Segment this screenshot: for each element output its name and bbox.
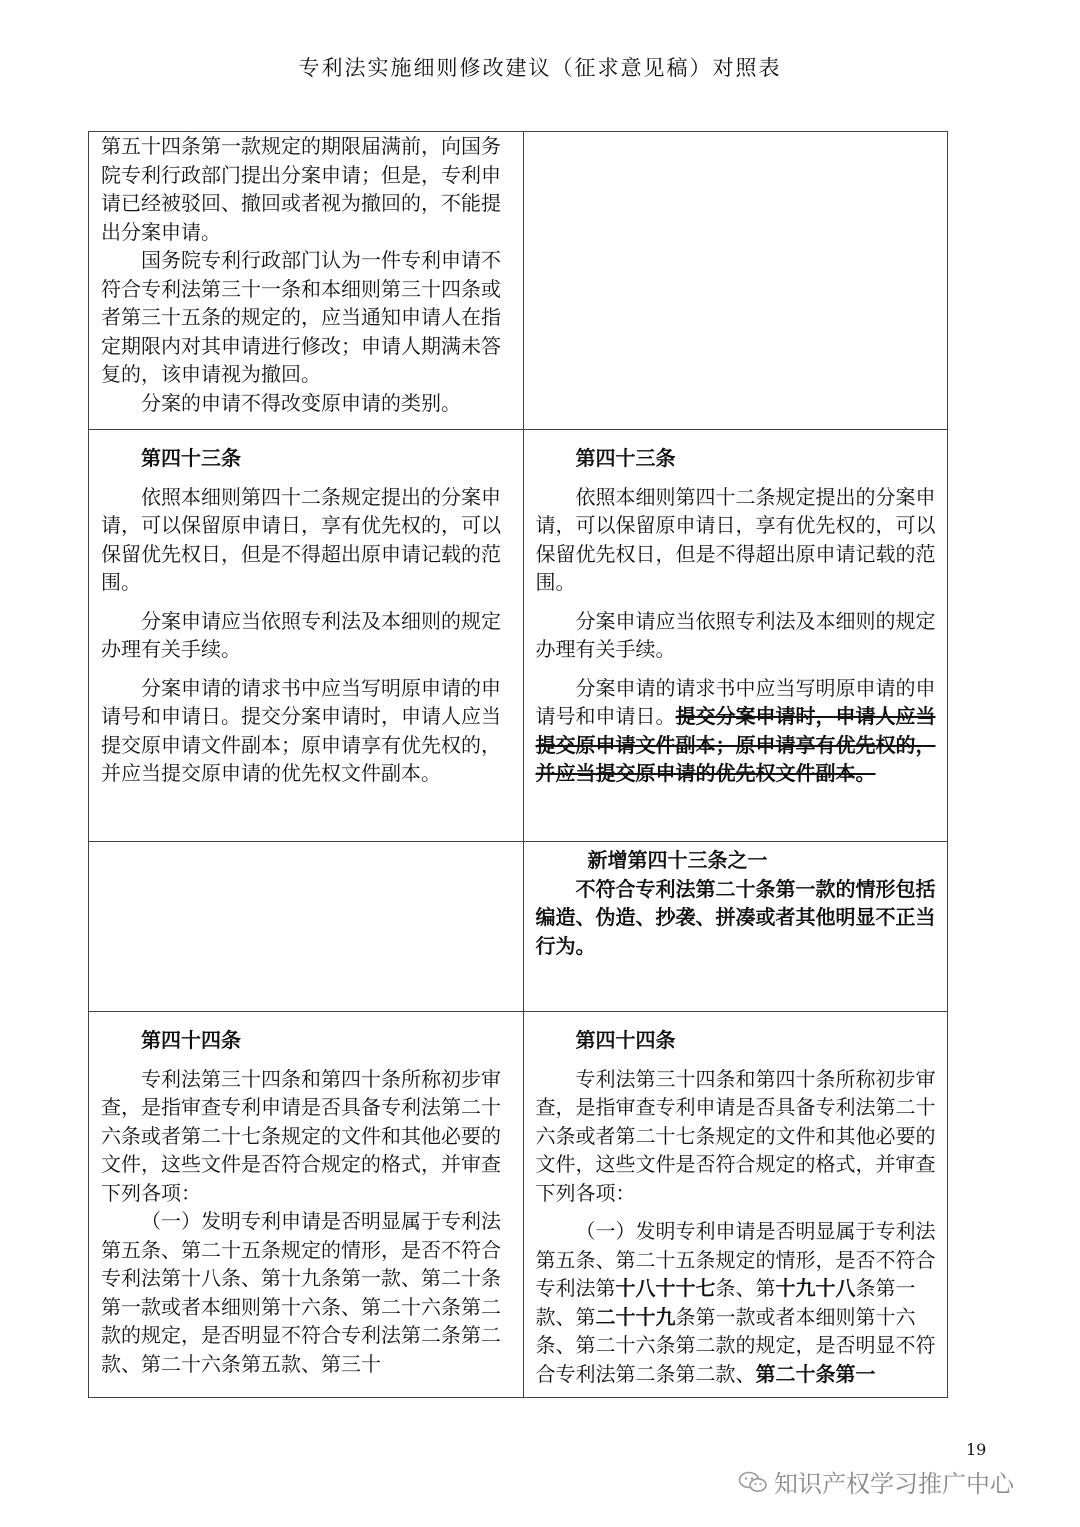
paragraph: 分案申请应当依照专利法及本细则的规定办理有关手续。 xyxy=(535,608,936,661)
right-cell xyxy=(523,842,947,1012)
right-cell xyxy=(523,430,947,842)
plain-text: 条第一款或者本细则第十六条、第二十六条第二款的规定，是否明显不符合专利法第二条第二款、 xyxy=(535,1304,936,1386)
paragraph: 第五十四条第一款规定的期限届满前，向国务院专利行政部门提出分案申请；但是，专利申请已经被驳回、撤回或者视为撤回的，不能提出分案申请。 xyxy=(101,134,501,244)
page-number: 19 xyxy=(966,1440,987,1459)
paragraph: 分案申请应当依照专利法及本细则的规定办理有关手续。 xyxy=(101,608,501,661)
paragraph: 依照本细则第四十二条规定提出的分案申请，可以保留原申请日，享有优先权的，可以保留优先权日，但是不得超出原申请记载的范围。 xyxy=(101,484,501,594)
paragraph: 专利法第三十四条和第四十条所称初步审查，是指审查专利申请是否具备专利法第二十六条或者第二十七条规定的文件和其他必要的文件，这些文件是否符合规定的格式，并审查下列各项： xyxy=(535,1066,936,1205)
plain-text: 条第一款、第 xyxy=(535,1276,916,1329)
amended-text: 十九十八 xyxy=(775,1276,856,1300)
article-heading: 第四十四条 xyxy=(141,1028,241,1052)
paragraph: 分案的申请不得改变原申请的类别。 xyxy=(141,390,461,415)
left-cell xyxy=(89,430,524,842)
deleted-text: 提交分案申请时，申请人应当提交原申请文件副本；原申请享有优先权的，并应当提交原申请的优先权文件副本。 xyxy=(535,704,936,785)
paragraph: 依照本细则第四十二条规定提出的分案申请，可以保留原申请日，享有优先权的，可以保留优先权日，但是不得超出原申请记载的范围。 xyxy=(535,484,936,594)
article-heading: 新增第四十三条之一 xyxy=(587,848,768,872)
table-row xyxy=(89,430,948,842)
article-heading: 第四十四条 xyxy=(575,1028,676,1052)
watermark-text: 知识产权学习推广中心 xyxy=(774,1470,1014,1498)
table-row xyxy=(89,842,948,1012)
amended-text: 第二十条第一 xyxy=(755,1361,876,1386)
paragraph: （一）发明专利申请是否明显属于专利法第五条、第二十五条规定的情形，是否不符合专利法第十八条、第十九条第一款、第二十条第一款或者本细则第十六条、第二十六条第二款的规定，是否明显不符合专利法第二条第二款、第二十六条第五款、第三十 xyxy=(101,1209,501,1376)
table-row xyxy=(89,132,948,430)
amended-text: 十八十十七 xyxy=(615,1276,716,1300)
page-title: 专利法实施细则修改建议（征求意见稿）对照表 xyxy=(298,56,782,80)
right-cell xyxy=(523,132,947,430)
watermark xyxy=(738,1464,1014,1499)
left-cell xyxy=(89,1012,524,1398)
article-heading: 第四十三条 xyxy=(141,446,241,470)
paragraph: 专利法第三十四条和第四十条所称初步审查，是指审查专利申请是否具备专利法第二十六条或者第二十七条规定的文件和其他必要的文件，这些文件是否符合规定的格式，并审查下列各项： xyxy=(101,1066,501,1205)
plain-text: 条、第 xyxy=(715,1276,776,1300)
table-row xyxy=(89,1012,948,1398)
article-heading: 第四十三条 xyxy=(575,446,676,470)
paragraph: 分案申请的请求书中应当写明原申请的申请号和申请日。提交分案申请时，申请人应当提交原申请文件副本；原申请享有优先权的，并应当提交原申请的优先权文件副本。 xyxy=(101,675,501,785)
right-cell xyxy=(523,1012,947,1398)
comparison-table xyxy=(88,131,948,1398)
added-text: 不符合专利法第二十条第一款的情形包括编造、伪造、抄袭、拼凑或者其他明显不正当行为。 xyxy=(535,876,936,958)
paragraph xyxy=(536,1217,937,1388)
amended-text: 二十十九 xyxy=(595,1304,676,1329)
wechat-icon xyxy=(738,1470,768,1494)
plain-text: 分案申请的请求书中应当写明原申请的申请号和申请日。 xyxy=(535,675,936,728)
paragraph: 国务院专利行政部门认为一件专利申请不符合专利法第三十一条和本细则第三十四条或者第三十五条的规定的，应当通知申请人在指定期限内对其申请进行修改；申请人期满未答复的，该申请视为撤回。 xyxy=(101,248,501,386)
paragraph xyxy=(536,674,937,788)
plain-text: （一）发明专利申请是否明显属于专利法第五条、第二十五条规定的情形，是否不符合专利法第 xyxy=(535,1219,936,1300)
left-cell xyxy=(89,132,524,430)
left-cell xyxy=(89,842,524,1012)
